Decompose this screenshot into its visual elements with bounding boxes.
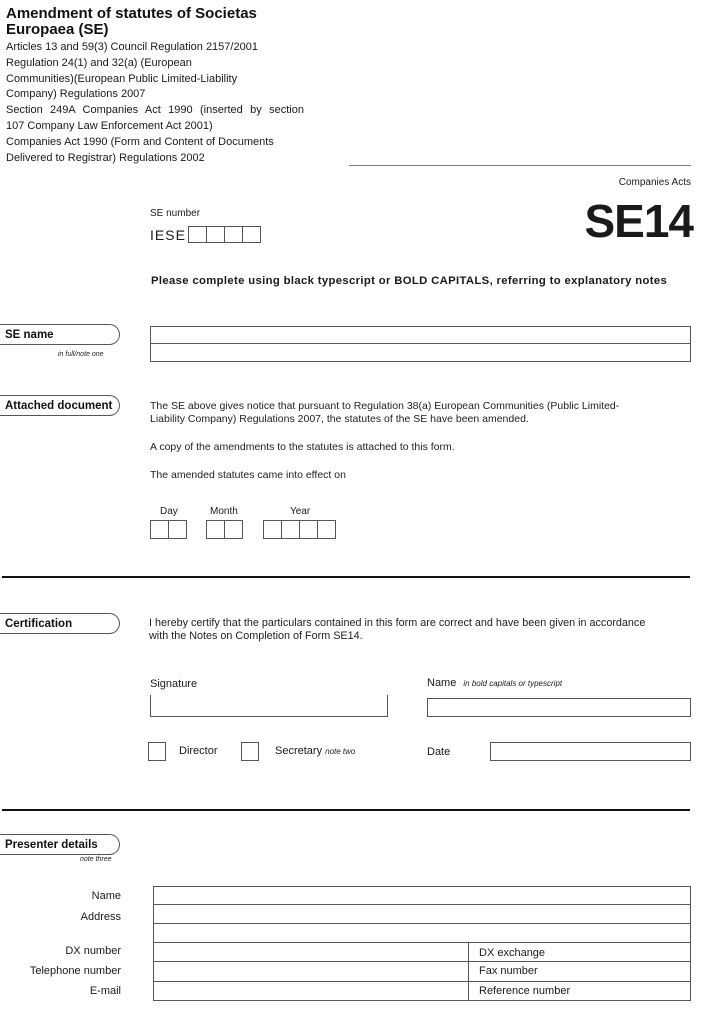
year-cell[interactable]: [299, 520, 318, 539]
instruction-text: Please complete using black typescript or BOLD CAPITALS, referring to explanatory notes: [151, 275, 668, 287]
attached-paragraph: [150, 400, 695, 426]
date-field[interactable]: [490, 742, 691, 761]
day-label: Day: [160, 506, 178, 517]
certification-text: [149, 617, 694, 643]
reference-label: Reference number: [479, 985, 571, 997]
year-cell[interactable]: [317, 520, 336, 539]
se-name-input-line2[interactable]: [150, 343, 691, 362]
telephone-label: Telephone number: [29, 965, 121, 977]
form-title-line2: Europaea (SE): [6, 21, 109, 38]
attached-para-line: The SE above gives notice that pursuant to Regulation 38(a) European Communities (Public Limited-: [150, 400, 620, 412]
form-title: [6, 6, 257, 38]
certification-line: I hereby certify that the particulars contained in this form are correct and have been given in accordance: [149, 617, 646, 629]
dx-number-label: DX number: [65, 945, 121, 957]
month-cell[interactable]: [224, 520, 243, 539]
name-label-note: in bold capitals or typescript: [463, 679, 563, 688]
reference-line: Communities)(European Public Limited-Liability: [6, 72, 238, 85]
dx-number-field[interactable]: [153, 942, 469, 962]
reference-line: Company) Regulations 2007: [6, 88, 146, 101]
header-divider: [349, 165, 691, 166]
fax-label: Fax number: [479, 965, 538, 977]
reference-line: 107 Company Law Enforcement Act 2001): [6, 119, 213, 132]
email-label: E-mail: [89, 985, 121, 997]
name-field[interactable]: [427, 698, 691, 717]
se-number-label: SE number: [150, 208, 201, 219]
secretary-label: [275, 745, 355, 757]
year-cells: [263, 520, 336, 539]
reference-line: Companies Act 1990 (Form and Content of Documents: [6, 135, 274, 148]
presenter-address-line1[interactable]: [153, 904, 691, 924]
reference-line: Section 249A Companies Act 1990 (inserted by section: [6, 104, 304, 117]
certification-line: with the Notes on Completion of Form SE14.: [149, 630, 363, 642]
se-name-note: in full/note one: [58, 351, 104, 358]
telephone-field[interactable]: [153, 961, 469, 982]
presenter-address-line2[interactable]: [153, 923, 691, 943]
se-number-cell[interactable]: [188, 226, 207, 243]
attached-para-line: Liability Company) Regulations 2007, the statutes of the SE have been amended.: [150, 413, 529, 425]
year-label: Year: [290, 506, 311, 517]
director-label: Director: [179, 745, 218, 757]
se-number-cell[interactable]: [224, 226, 243, 243]
year-cell[interactable]: [281, 520, 300, 539]
reference-line: Delivered to Registrar) Regulations 2002: [6, 151, 205, 164]
secretary-label-text: Secretary: [275, 745, 323, 757]
dx-exchange-label: DX exchange: [479, 947, 546, 959]
se-number-cell[interactable]: [242, 226, 261, 243]
se-number-cell[interactable]: [206, 226, 225, 243]
reference-line: Regulation 24(1) and 32(a) (European: [6, 56, 192, 69]
effective-date-text: The amended statutes came into effect on: [150, 469, 346, 481]
tab-presenter-details: Presenter details: [0, 834, 120, 855]
section-divider: [2, 576, 690, 578]
signature-field[interactable]: [150, 695, 388, 717]
tab-certification: Certification: [0, 613, 120, 634]
month-cell[interactable]: [206, 520, 225, 539]
name-label: [427, 677, 562, 689]
attached-copy-text: A copy of the amendments to the statutes is attached to this form.: [150, 441, 455, 453]
month-cells: [206, 520, 243, 539]
se-number-cells: [188, 226, 261, 243]
se-name-input-line1[interactable]: [150, 326, 691, 344]
signature-label: Signature: [150, 678, 198, 690]
companies-acts-label: Companies Acts: [618, 177, 691, 188]
email-field[interactable]: [153, 981, 469, 1001]
form-title-line1: Amendment of statutes of Societas: [6, 5, 257, 22]
day-cell[interactable]: [150, 520, 169, 539]
day-cells: [150, 520, 187, 539]
presenter-note: note three: [80, 856, 112, 863]
reference-line: Articles 13 and 59(3) Council Regulation 2157/2001: [6, 41, 258, 53]
secretary-checkbox[interactable]: [241, 742, 259, 761]
day-cell[interactable]: [168, 520, 187, 539]
legal-references: [6, 40, 306, 166]
form-code: SE14: [584, 195, 693, 247]
presenter-name-label: Name: [91, 890, 121, 902]
director-checkbox[interactable]: [148, 742, 166, 761]
section-divider: [2, 809, 690, 811]
date-label: Date: [427, 746, 451, 758]
se-number-prefix: IESE: [150, 227, 186, 243]
presenter-address-label: Address: [80, 911, 121, 923]
year-cell[interactable]: [263, 520, 282, 539]
name-label-text: Name: [427, 677, 457, 689]
month-label: Month: [210, 506, 238, 517]
secretary-note: note two: [325, 747, 356, 756]
presenter-name-field[interactable]: [153, 886, 691, 905]
tab-se-name: SE name: [0, 324, 120, 345]
tab-attached-document: Attached document: [0, 395, 120, 416]
se-number-field: [150, 226, 261, 243]
